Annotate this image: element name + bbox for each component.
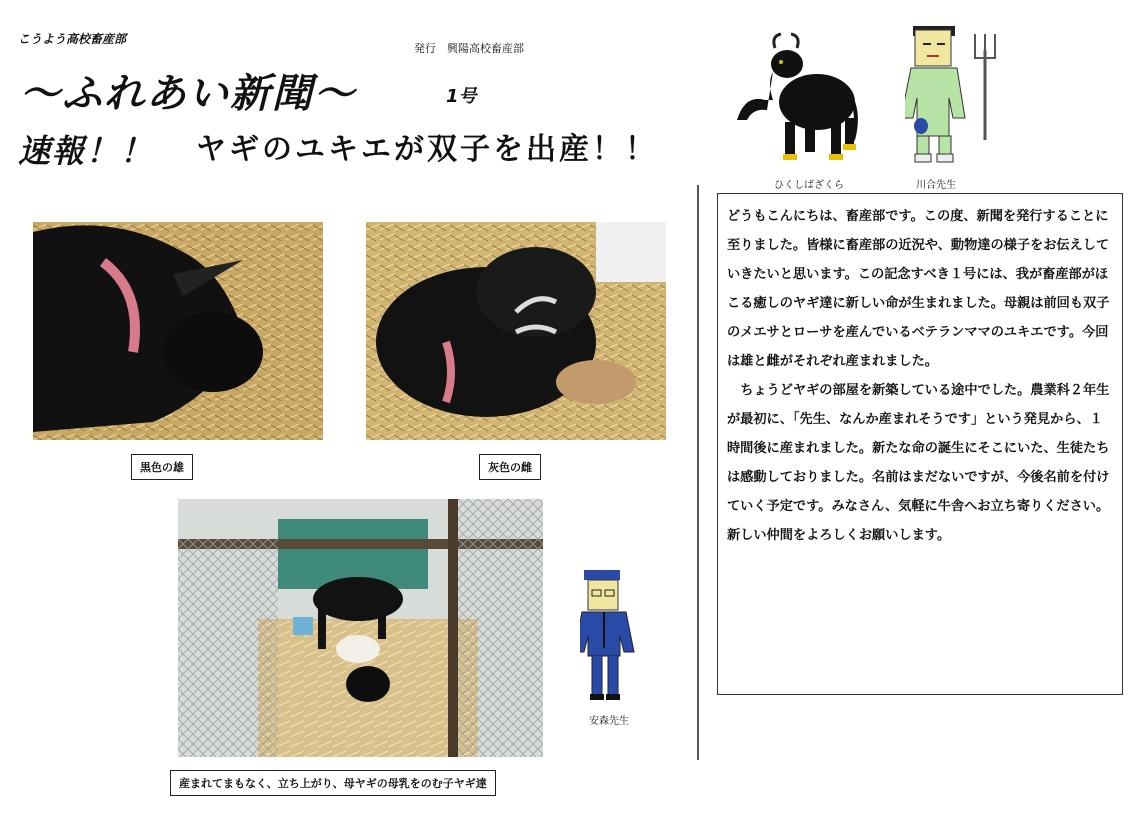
caption-gray-kid: 灰色の雌 (479, 454, 541, 480)
column-divider (697, 185, 699, 760)
article-paragraph-1: どうもこんにちは、畜産部です。この度、新聞を発行することに至りました。皆様に畜産部の近況や、動物達の様子をお伝えしていきたいと思います。この記念すべき１号には、我が畜産部がほこる癒しのヤギ達に新しい命が生まれました。母親は前回も双子のメエサとローサを産んでいるベテランママのユキエです。今回は雄と雌がそれぞれ産まれました。 (727, 209, 1110, 369)
cow-illustration (735, 30, 865, 170)
teacher-kawai-label: 川合先生 (916, 180, 956, 191)
cow-label: ひくしばざくら (774, 180, 844, 191)
photo-gray-kid (366, 222, 666, 440)
publisher-line: 発行 興陽高校畜産部 (414, 42, 524, 55)
photo-black-kid (33, 222, 323, 440)
school-name: こうよう高校畜産部 (18, 32, 127, 46)
article-box (717, 193, 1123, 695)
headline-prefix: 速報！！ (18, 132, 155, 170)
newspaper-title: 〜ふれあい新聞〜 (20, 71, 356, 117)
caption-black-kid: 黒色の雄 (131, 454, 193, 480)
issue-number: 1号 (446, 86, 477, 107)
teacher-yasumori-label: 安森先生 (589, 716, 629, 727)
teacher-kawai-illustration (905, 20, 1015, 170)
teacher-yasumori-illustration (580, 568, 640, 708)
headline: ヤギのユキエが双子を出産！！ (196, 132, 658, 167)
photo-goat-pen (178, 499, 543, 757)
caption-goat-pen: 産まれてまもなく、立ち上がり、母ヤギの母乳をのむ子ヤギ達 (170, 770, 496, 796)
article-paragraph-2: ちょうどヤギの部屋を新築している途中でした。農業科２年生が最初に、「先生、なんか産まれそうです」という発見から、１時間後に産まれました。新たな命の誕生にそこにいた、生徒たちは感動しておりました。名前はまだないですが、今後名前を付けていく予定です。みなさん、気軽に牛舎へお立ち寄りください。新しい仲間をよろしくお願いします。 (727, 383, 1110, 543)
